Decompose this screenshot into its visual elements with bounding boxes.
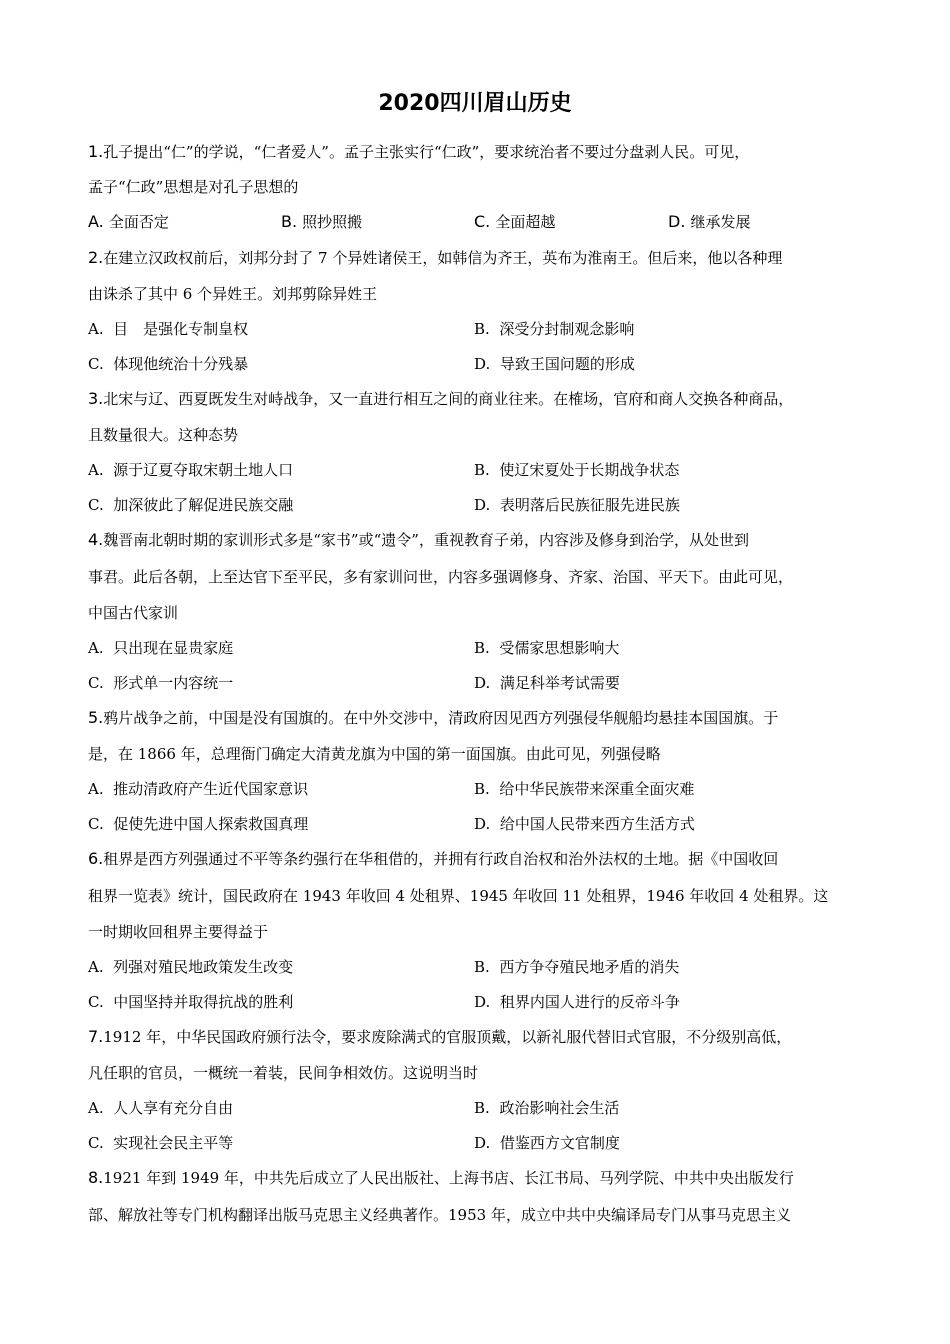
question-1-line-2: 孟子“仁政”思想是对孔子思想的 xyxy=(88,178,299,196)
question-5-option-a: A. 推动清政府产生近代国家意识 xyxy=(88,780,309,798)
question-4-number: 4. xyxy=(88,530,104,549)
question-1-option-b: B. 照抄照搬 xyxy=(281,212,363,231)
question-1-option-c: C. 全面超越 xyxy=(474,212,556,231)
question-4-option-a: A. 只出现在显贵家庭 xyxy=(88,639,234,657)
question-2-option-c: C. 体现他统治十分残暴 xyxy=(88,355,249,373)
question-8-line-2: 部、解放社等专门机构翻译出版马克思主义经典著作。1953 年，成立中共中央编译局专门从事马克思主义 xyxy=(88,1206,791,1224)
question-4-option-d: D. 满足科举考试需要 xyxy=(474,674,620,692)
question-7-number: 7. xyxy=(88,1027,104,1046)
question-3-line-1: 3.北宋与辽、西夏既发生对峙战争，又一直进行相互之间的商业往来。在榷场，官府和商人交换各种商品， xyxy=(88,389,794,408)
question-6-option-c: C. 中国坚持并取得抗战的胜利 xyxy=(88,993,294,1011)
question-5-number: 5. xyxy=(88,708,104,727)
question-6-option-b: B. 西方争夺殖民地矛盾的消失 xyxy=(474,958,680,976)
question-2-option-a: A. 目 是强化专制皇权 xyxy=(88,320,249,338)
question-2-option-b: B. 深受分封制观念影响 xyxy=(474,320,635,338)
question-4-option-b: B. 受儒家思想影响大 xyxy=(474,639,620,657)
question-5-option-d: D. 给中国人民带来西方生活方式 xyxy=(474,815,695,833)
question-7-line-2: 凡任职的官员，一概统一着装，民间争相效仿。这说明当时 xyxy=(88,1064,479,1082)
question-2-option-d: D. 导致王国问题的形成 xyxy=(474,355,635,373)
question-6-line-2: 租界一览表》统计，国民政府在 1943 年收回 4 处租界、1945 年收回 11 处租界，1946 年收回 4 处租界。这 xyxy=(88,887,829,905)
question-7-option-d: D. 借鉴西方文官制度 xyxy=(474,1134,620,1152)
page-title: 2020四川眉山历史 xyxy=(378,91,572,116)
question-4-line-3: 中国古代家训 xyxy=(88,604,179,622)
question-7-option-c: C. 实现社会民主平等 xyxy=(88,1134,234,1152)
question-7-line-1: 7.1912 年，中华民国政府颁行法令，要求废除满式的官服顶戴，以新礼服代替旧式官服，不分级别高低， xyxy=(88,1027,792,1046)
question-4-line-2: 事君。此后各朝，上至达官下至平民，多有家训问世，内容多强调修身、齐家、治国、平天下。由此可见， xyxy=(88,568,794,586)
question-1-option-d: D. 继承发展 xyxy=(668,212,751,231)
question-3-option-d: D. 表明落后民族征服先进民族 xyxy=(474,496,680,514)
question-3-option-c: C. 加深彼此了解促进民族交融 xyxy=(88,496,294,514)
question-3-option-b: B. 使辽宋夏处于长期战争状态 xyxy=(474,461,680,479)
question-8-line-1: 8.1921 年到 1949 年，中共先后成立了人民出版社、上海书店、长江书局、马列学院、中共中央出版发行 xyxy=(88,1168,794,1187)
question-6-line-3: 一时期收回租界主要得益于 xyxy=(88,923,269,941)
question-2-line-1: 2.在建立汉政权前后，刘邦分封了 7 个异姓诸侯王，如韩信为齐王，英布为淮南王。但后来，他以各种理 xyxy=(88,248,783,267)
question-7-option-b: B. 政治影响社会生活 xyxy=(474,1099,620,1117)
question-3-number: 3. xyxy=(88,389,104,408)
question-8-number: 8. xyxy=(88,1168,104,1187)
question-1-number: 1. xyxy=(88,142,104,161)
question-6-option-a: A. 列强对殖民地政策发生改变 xyxy=(88,958,294,976)
question-6-number: 6. xyxy=(88,849,104,868)
question-2-number: 2. xyxy=(88,248,104,267)
question-3-line-2: 且数量很大。这种态势 xyxy=(88,426,239,444)
question-5-line-2: 是，在 1866 年，总理衙门确定大清黄龙旗为中国的第一面国旗。由此可见，列强侵略 xyxy=(88,745,661,763)
question-4-line-1: 4.魏晋南北朝时期的家训形式多是“家书”或“遗令”，重视教育子弟，内容涉及修身到治学，从处世到 xyxy=(88,530,749,549)
question-5-option-b: B. 给中华民族带来深重全面灾难 xyxy=(474,780,695,798)
question-4-option-c: C. 形式单一内容统一 xyxy=(88,674,234,692)
question-6-line-1: 6.租界是西方列强通过不平等条约强行在华租借的，并拥有行政自治权和治外法权的土地。据《中国收回 xyxy=(88,849,779,868)
question-5-option-c: C. 促使先进中国人探索救国真理 xyxy=(88,815,309,833)
question-6-option-d: D. 租界内国人进行的反帝斗争 xyxy=(474,993,680,1011)
question-2-line-2: 由诛杀了其中 6 个异姓王。刘邦剪除异姓王 xyxy=(88,285,378,303)
question-1-option-a: A. 全面否定 xyxy=(88,212,169,231)
question-3-option-a: A. 源于辽夏夺取宋朝土地人口 xyxy=(88,461,294,479)
question-5-line-1: 5.鸦片战争之前，中国是没有国旗的。在中外交涉中，清政府因见西方列强侵华舰船均悬挂本国国旗。于 xyxy=(88,708,779,727)
question-1-line-1: 1.孔子提出“仁”的学说，“仁者爱人”。孟子主张实行“仁政”，要求统治者不要过分盘剥人民。可见， xyxy=(88,142,750,161)
question-7-option-a: A. 人人享有充分自由 xyxy=(88,1099,234,1117)
